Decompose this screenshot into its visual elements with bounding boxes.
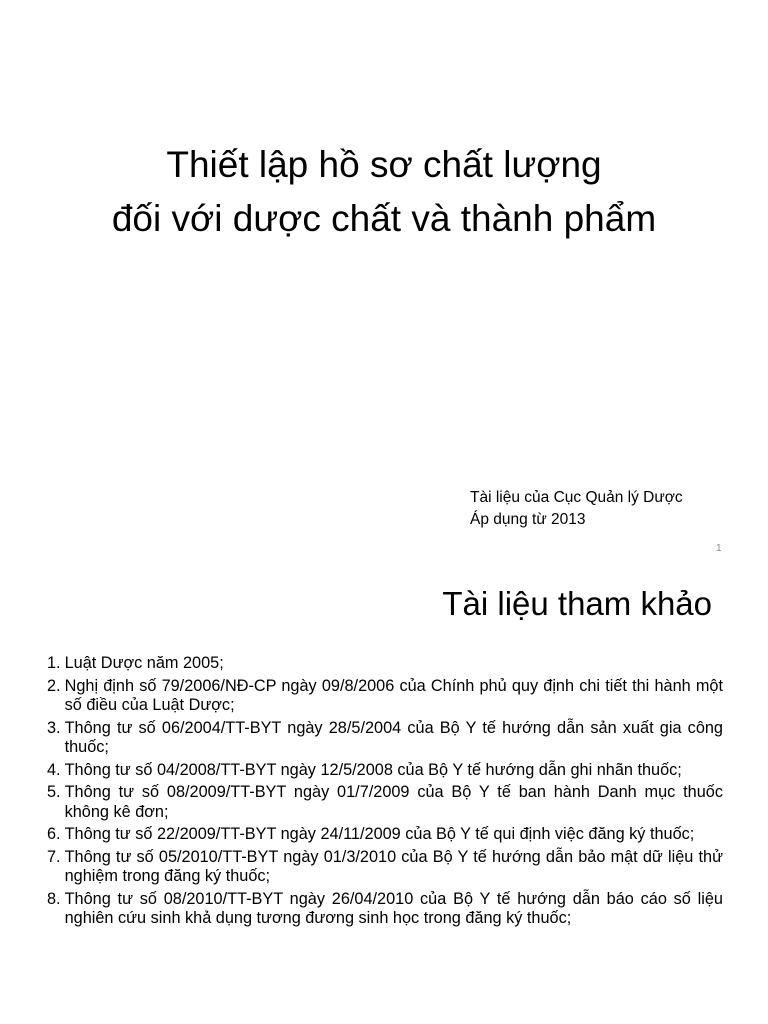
slide-number: 1	[716, 543, 722, 554]
reference-number: 3.	[47, 718, 61, 737]
reference-list	[47, 654, 723, 932]
reference-text: Thông tư số 04/2008/TT-BYT ngày 12/5/2008 của Bộ Y tế hướng dẫn ghi nhãn thuốc;	[64, 760, 682, 779]
subtitle-line-2: Áp dụng từ 2013	[470, 511, 586, 528]
reference-number: 2.	[47, 676, 61, 695]
reference-item	[47, 848, 723, 887]
reference-number: 5.	[47, 783, 61, 801]
reference-text: Thông tư số 22/2009/TT-BYT ngày 24/11/2009 của Bộ Y tế qui định việc đăng ký thuốc;	[64, 825, 695, 843]
reference-text: Thông tư số 05/2010/TT-BYT ngày 01/3/2010 của Bộ Y tế hướng dẫn bảo mật dữ liệu thử nghiệm trong đăng ký thuốc;	[64, 847, 723, 885]
reference-item	[47, 719, 723, 758]
reference-item	[47, 825, 723, 845]
reference-item	[47, 890, 723, 929]
reference-item	[47, 677, 723, 716]
reference-item	[47, 654, 723, 674]
reference-text: Thông tư số 08/2009/TT-BYT ngày 01/7/2009 của Bộ Y tế ban hành Danh mục thuốc không kê đơn;	[64, 783, 723, 821]
reference-text: Thông tư số 08/2010/TT-BYT ngày 26/04/2010 của Bộ Y tế hướng dẫn báo cáo số liệu nghiên cứu sinh khả dụng tương đương sinh học trong đăng ký thuốc;	[64, 889, 723, 927]
reference-item	[47, 761, 723, 781]
reference-number: 1.	[47, 654, 61, 672]
slide-2	[0, 560, 768, 1024]
reference-item	[47, 783, 723, 822]
reference-number: 4.	[47, 760, 61, 779]
reference-text: Thông tư số 06/2004/TT-BYT ngày 28/5/2004 của Bộ Y tế hướng dẫn sản xuất gia công thuốc;	[64, 718, 723, 756]
reference-number: 6.	[47, 825, 61, 843]
main-title	[0, 138, 768, 246]
reference-number: 8.	[47, 889, 61, 908]
reference-text: Luật Dược năm 2005;	[64, 654, 224, 672]
reference-number: 7.	[47, 847, 61, 866]
subtitle	[470, 487, 683, 531]
references-title: Tài liệu tham khảo	[442, 585, 712, 622]
reference-text: Nghị định số 79/2006/NĐ-CP ngày 09/8/2006 của Chính phủ quy định chi tiết thi hành một số điều của Luật Dược;	[64, 676, 723, 714]
main-title-line-1: Thiết lập hồ sơ chất lượng	[166, 144, 602, 185]
main-title-line-2: đối với dược chất và thành phẩm	[111, 198, 657, 239]
subtitle-line-1: Tài liệu của Cục Quản lý Dược	[470, 489, 683, 506]
